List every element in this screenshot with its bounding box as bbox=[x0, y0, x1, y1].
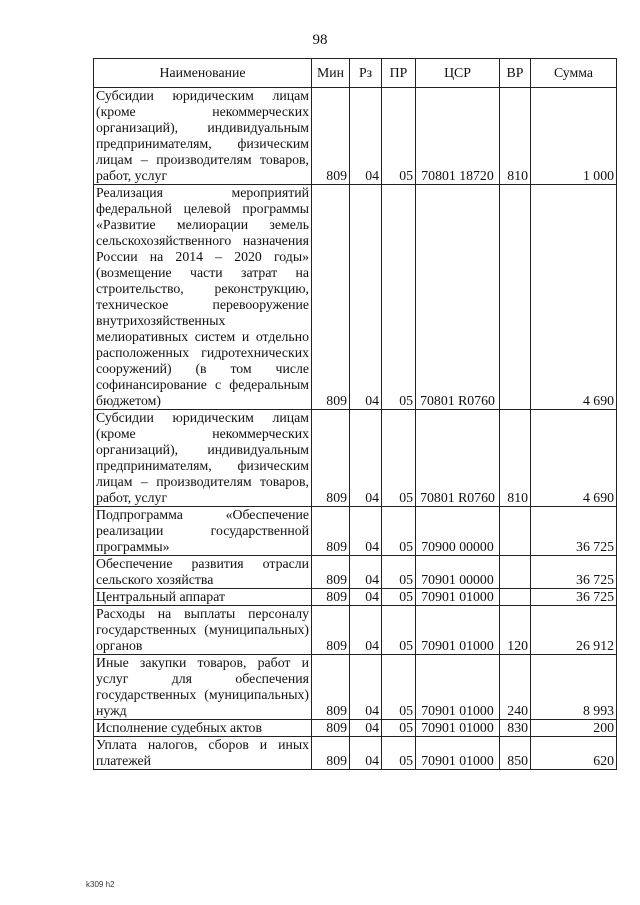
header-csr: ЦСР bbox=[416, 59, 500, 88]
row-rz: 04 bbox=[350, 88, 382, 185]
row-sum: 8 993 bbox=[531, 655, 617, 720]
row-csr: 70801 R0760 bbox=[416, 185, 500, 410]
row-sum: 4 690 bbox=[531, 410, 617, 507]
header-rz: Рз bbox=[350, 59, 382, 88]
row-min: 809 bbox=[312, 655, 350, 720]
table-row bbox=[94, 737, 617, 770]
row-csr: 70801 R0760 bbox=[416, 410, 500, 507]
row-name: Субсидии юридическим лицам (кроме некоммерческих организаций), индивидуальным предпринимателям, физическим лицам – производителям товаров, работ, услуг bbox=[94, 410, 312, 507]
row-vr: 830 bbox=[500, 720, 531, 737]
row-csr: 70901 01000 bbox=[416, 720, 500, 737]
row-name: Центральный аппарат bbox=[94, 589, 312, 606]
row-pr: 05 bbox=[382, 88, 416, 185]
row-csr: 70901 00000 bbox=[416, 556, 500, 589]
row-pr: 05 bbox=[382, 410, 416, 507]
row-csr: 70900 00000 bbox=[416, 507, 500, 556]
row-min: 809 bbox=[312, 556, 350, 589]
row-pr: 05 bbox=[382, 737, 416, 770]
row-vr bbox=[500, 589, 531, 606]
row-vr: 850 bbox=[500, 737, 531, 770]
header-name: Наименование bbox=[94, 59, 312, 88]
table-row bbox=[94, 410, 617, 507]
row-vr: 810 bbox=[500, 88, 531, 185]
row-name: Иные закупки товаров, работ и услуг для обеспечения государственных (муниципальных) нужд bbox=[94, 655, 312, 720]
page-number: 98 bbox=[312, 32, 328, 48]
budget-table bbox=[93, 58, 617, 770]
row-sum: 4 690 bbox=[531, 185, 617, 410]
row-rz: 04 bbox=[350, 589, 382, 606]
row-name: Исполнение судебных актов bbox=[94, 720, 312, 737]
table-header-row bbox=[94, 59, 617, 88]
row-vr: 810 bbox=[500, 410, 531, 507]
row-vr bbox=[500, 507, 531, 556]
row-pr: 05 bbox=[382, 720, 416, 737]
row-sum: 620 bbox=[531, 737, 617, 770]
row-name: Подпрограмма «Обеспечение реализации государственной программы» bbox=[94, 507, 312, 556]
row-pr: 05 bbox=[382, 556, 416, 589]
row-min: 809 bbox=[312, 737, 350, 770]
row-rz: 04 bbox=[350, 556, 382, 589]
row-sum: 200 bbox=[531, 720, 617, 737]
row-rz: 04 bbox=[350, 410, 382, 507]
row-rz: 04 bbox=[350, 507, 382, 556]
row-sum: 1 000 bbox=[531, 88, 617, 185]
row-pr: 05 bbox=[382, 507, 416, 556]
row-csr: 70901 01000 bbox=[416, 655, 500, 720]
row-min: 809 bbox=[312, 507, 350, 556]
table-row bbox=[94, 720, 617, 737]
header-vr: ВР bbox=[500, 59, 531, 88]
row-min: 809 bbox=[312, 410, 350, 507]
row-min: 809 bbox=[312, 720, 350, 737]
row-vr: 120 bbox=[500, 606, 531, 655]
table-row bbox=[94, 507, 617, 556]
row-min: 809 bbox=[312, 88, 350, 185]
row-name: Субсидии юридическим лицам (кроме некоммерческих организаций), индивидуальным предпринимателям, физическим лицам – производителям товаров, работ, услуг bbox=[94, 88, 312, 185]
row-csr: 70901 01000 bbox=[416, 589, 500, 606]
row-pr: 05 bbox=[382, 655, 416, 720]
header-sum: Сумма bbox=[531, 59, 617, 88]
row-rz: 04 bbox=[350, 655, 382, 720]
row-pr: 05 bbox=[382, 185, 416, 410]
header-pr: ПР bbox=[382, 59, 416, 88]
row-vr bbox=[500, 556, 531, 589]
row-sum: 36 725 bbox=[531, 507, 617, 556]
row-name: Уплата налогов, сборов и иных платежей bbox=[94, 737, 312, 770]
table-row bbox=[94, 655, 617, 720]
row-sum: 36 725 bbox=[531, 589, 617, 606]
row-rz: 04 bbox=[350, 185, 382, 410]
table-row bbox=[94, 185, 617, 410]
row-min: 809 bbox=[312, 185, 350, 410]
row-rz: 04 bbox=[350, 737, 382, 770]
row-min: 809 bbox=[312, 589, 350, 606]
row-pr: 05 bbox=[382, 589, 416, 606]
row-vr bbox=[500, 185, 531, 410]
row-name: Расходы на выплаты персоналу государственных (муниципальных) органов bbox=[94, 606, 312, 655]
row-vr: 240 bbox=[500, 655, 531, 720]
row-rz: 04 bbox=[350, 720, 382, 737]
table-row bbox=[94, 88, 617, 185]
row-min: 809 bbox=[312, 606, 350, 655]
footer-code: k309 h2 bbox=[86, 880, 115, 889]
row-pr: 05 bbox=[382, 606, 416, 655]
table-row bbox=[94, 556, 617, 589]
row-name: Обеспечение развития отрасли сельского хозяйства bbox=[94, 556, 312, 589]
row-csr: 70801 18720 bbox=[416, 88, 500, 185]
row-sum: 26 912 bbox=[531, 606, 617, 655]
row-name: Реализация мероприятий федеральной целевой программы «Развитие мелиорации земель сельскохозяйственного назначения России на 2014 – 2020 годы» (возмещение части затрат на строительство, реконструкцию, техническое перевооружение внутрихозяйственных мелиоративных систем и отдельно расположенных гидротехнических сооружений) (в том числе софинансирование с федеральным бюджетом) bbox=[94, 185, 312, 410]
table-row bbox=[94, 606, 617, 655]
row-sum: 36 725 bbox=[531, 556, 617, 589]
table-row bbox=[94, 589, 617, 606]
row-csr: 70901 01000 bbox=[416, 737, 500, 770]
header-min: Мин bbox=[312, 59, 350, 88]
row-rz: 04 bbox=[350, 606, 382, 655]
row-csr: 70901 01000 bbox=[416, 606, 500, 655]
